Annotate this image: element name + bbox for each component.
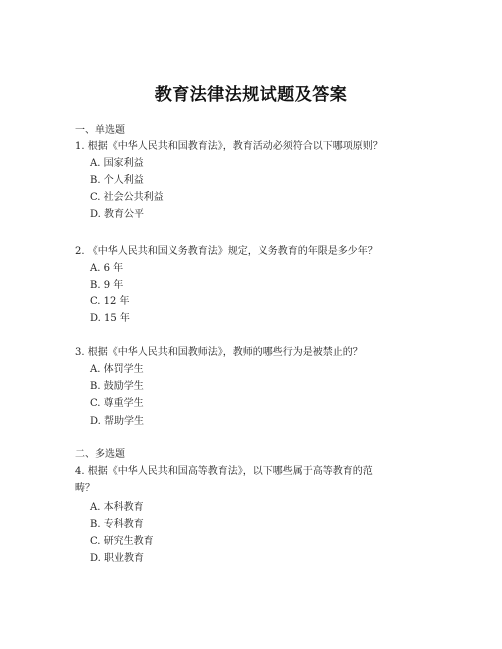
question-4-option-a: A. 本科教育 [90,502,144,513]
question-4-line-1: 4. 根据《中华人民共和国高等教育法》，以下哪些属于高等教育的范 [75,466,373,477]
question-2: 2. 《中华人民共和国义务教育法》规定，义务教育的年限是多少年？ [75,246,378,257]
question-4-line-2: 畴？ [75,483,95,494]
question-4-option-b: B. 专科教育 [90,519,144,530]
question-4-option-d: D. 职业教育 [90,553,145,564]
question-1-option-b: B. 个人利益 [90,175,144,186]
question-3: 3. 根据《中华人民共和国教师法》，教师的哪些行为是被禁止的？ [75,347,363,358]
question-2-option-c: C. 12 年 [90,296,130,307]
question-3-option-c: C. 尊重学生 [90,398,144,409]
question-4-option-c: C. 研究生教育 [90,536,154,547]
question-3-option-a: A. 体罚学生 [90,364,144,375]
section-heading-single-choice: 一、单选题 [75,125,125,136]
question-3-option-b: B. 鼓励学生 [90,381,144,392]
question-3-option-d: D. 帮助学生 [90,416,145,427]
section-heading-multiple-choice: 二、多选题 [75,449,125,460]
document-title: 教育法律法规试题及答案 [154,85,348,105]
question-1-option-c: C. 社会公共利益 [90,192,164,203]
question-2-option-d: D. 15 年 [90,313,130,324]
question-2-option-a: A. 6 年 [90,263,124,274]
question-1-option-d: D. 教育公平 [90,209,145,220]
question-2-option-b: B. 9 年 [90,280,124,291]
question-1-option-a: A. 国家利益 [90,158,144,169]
question-1: 1. 根据《中华人民共和国教育法》，教育活动必须符合以下哪项原则？ [75,141,383,152]
